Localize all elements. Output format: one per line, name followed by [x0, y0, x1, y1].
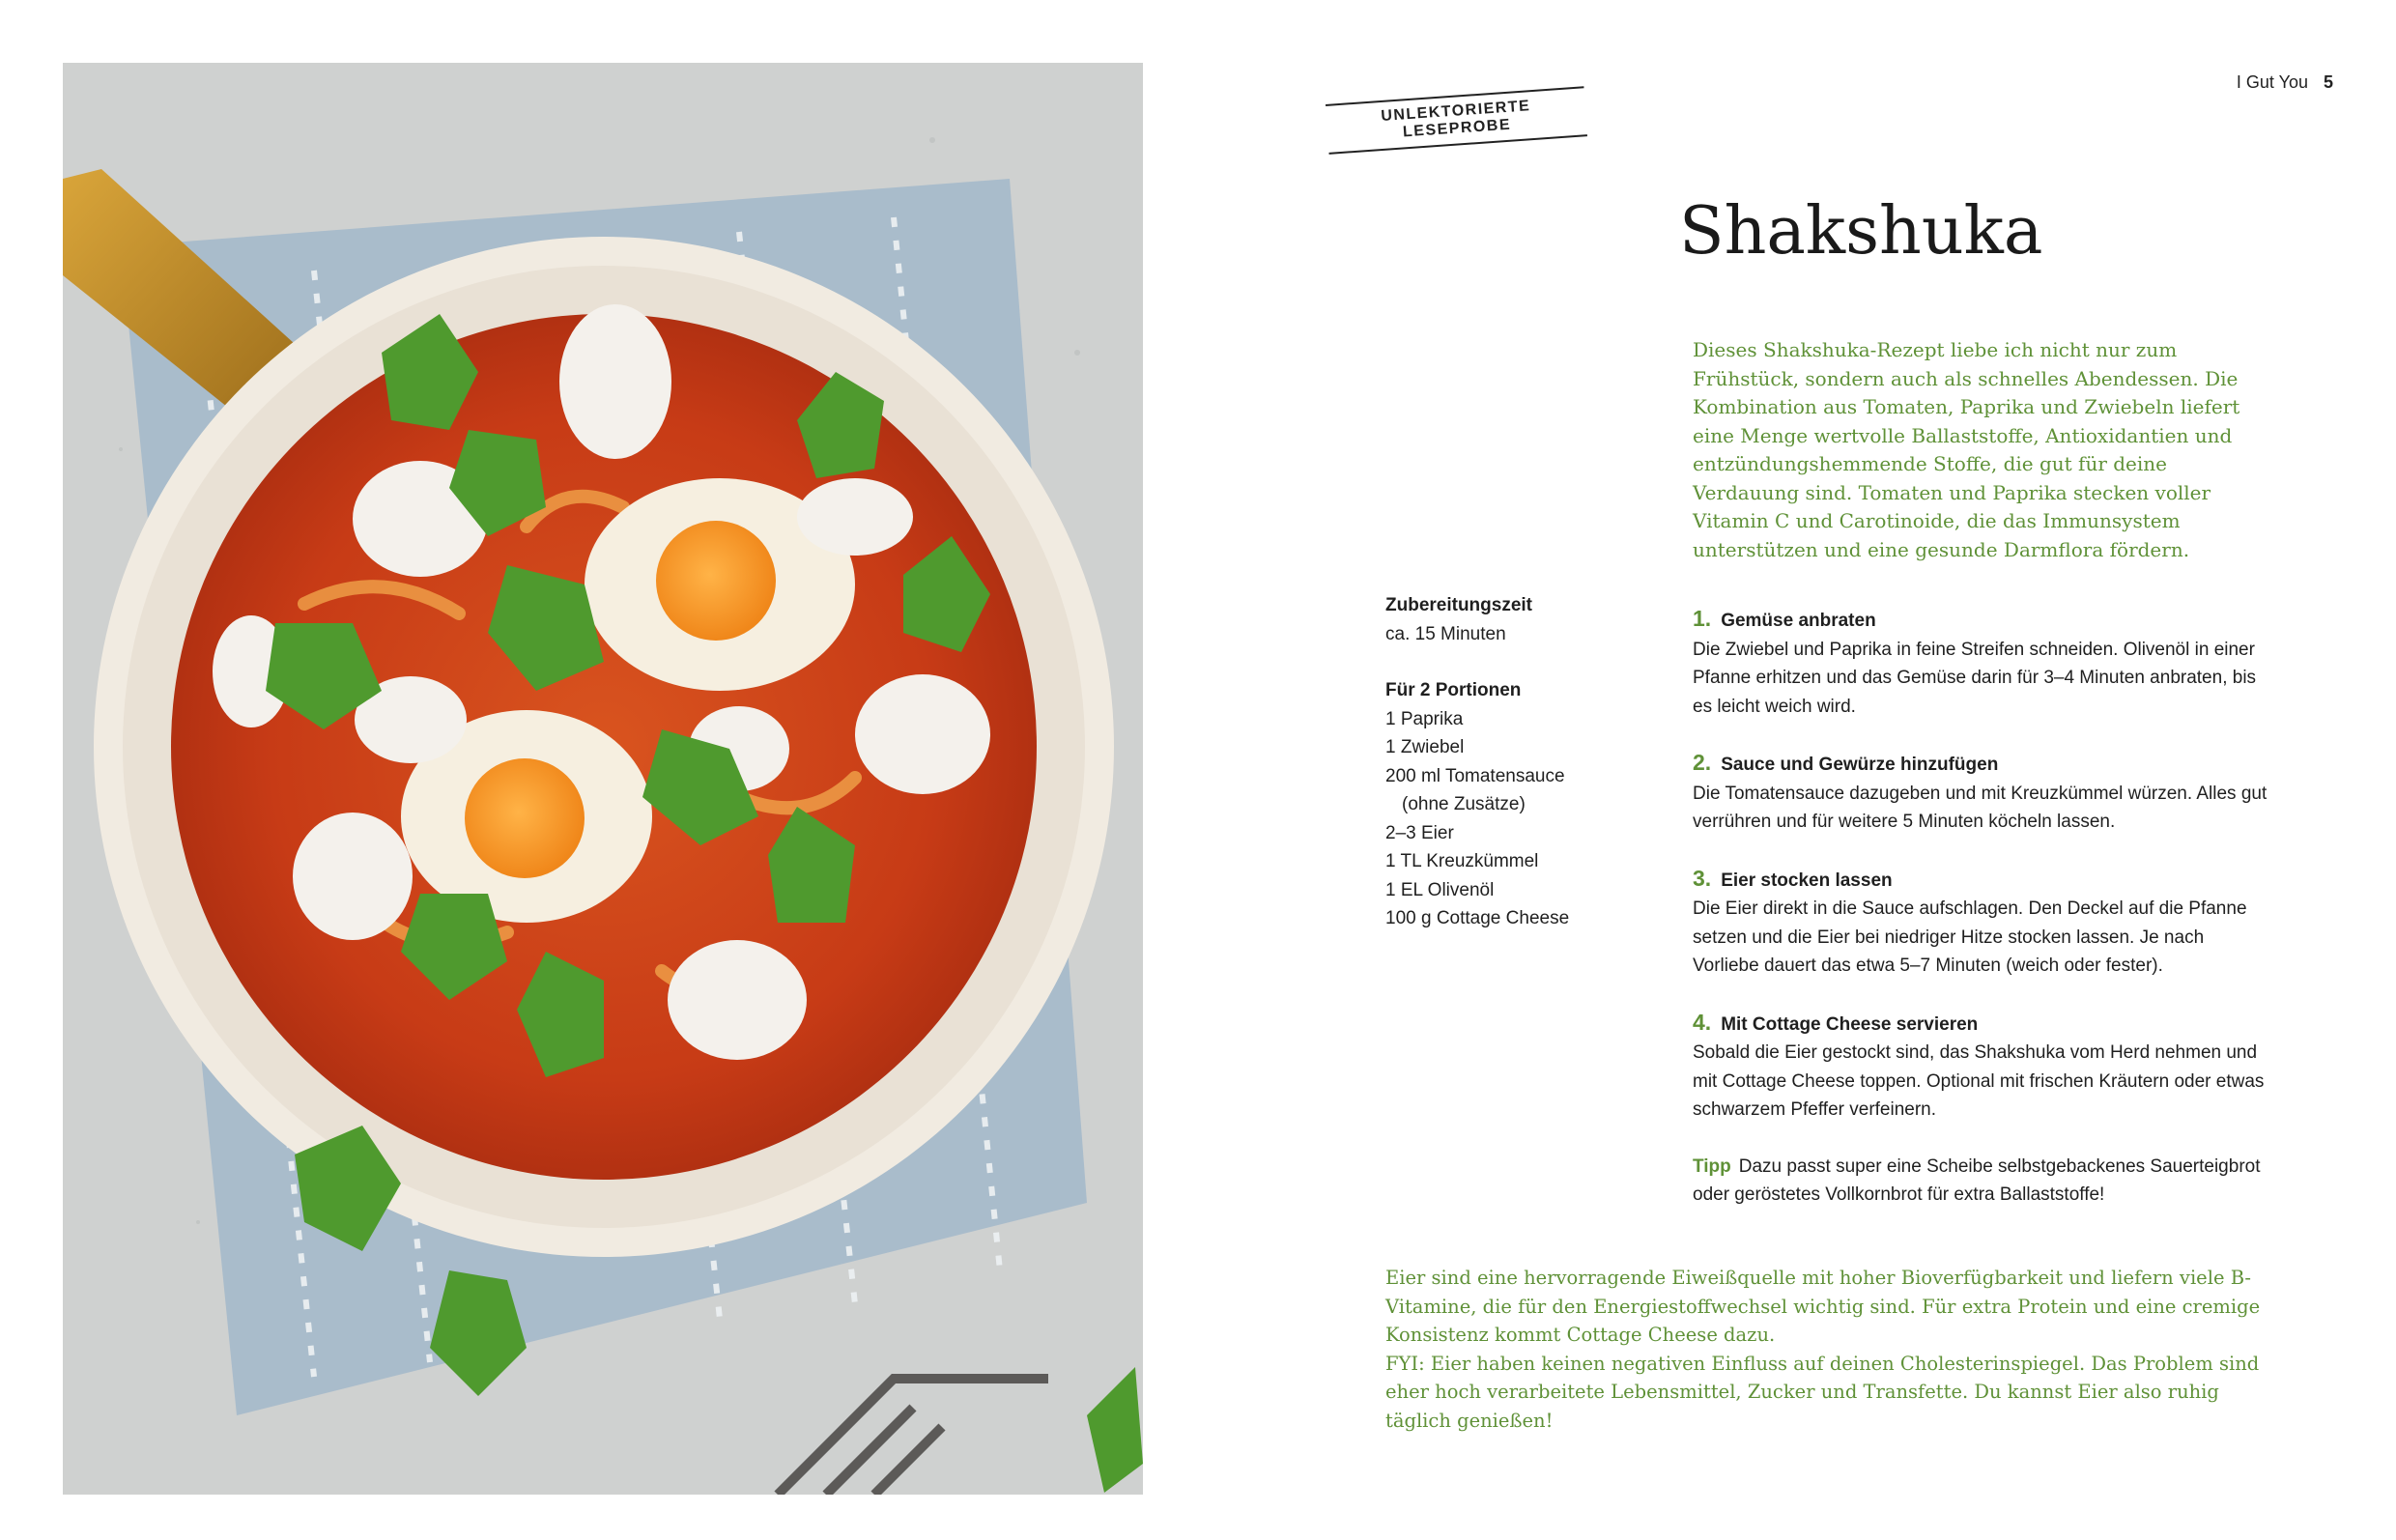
- ingredient-item: 1 EL Olivenöl: [1385, 879, 1495, 900]
- ingredient-item: 1 Paprika: [1385, 708, 1464, 729]
- prep-time-label: Zubereitungszeit: [1385, 595, 1533, 615]
- step-text: Die Eier direkt in die Sauce aufschlagen. Den Deckel auf die Pfanne setzen und die Eier bei niedriger Hitze stocken lassen. Je nach Vorliebe dauert das etwa 5–7 Minuten (weich oder fester).: [1693, 898, 2247, 976]
- recipe-sidebar: [1385, 591, 1627, 933]
- recipe-steps: [1693, 605, 2272, 1210]
- recipe-title: Shakshuka: [1679, 193, 2043, 270]
- step-text: Die Tomatensauce dazugeben und mit Kreuzkümmel würzen. Alles gut verrühren und für weitere 5 Minuten köcheln lassen.: [1693, 783, 2268, 832]
- ingredient-item: 200 ml Tomatensauce: [1385, 765, 1565, 786]
- fyi-note: [1385, 1264, 2274, 1435]
- step-number: 3.: [1693, 865, 1712, 891]
- step-4: [1693, 1009, 2272, 1125]
- step-title: Gemüse anbraten: [1721, 611, 1876, 631]
- preview-stamp: [1326, 86, 1587, 155]
- step-title: Eier stocken lassen: [1721, 870, 1893, 891]
- tip-text: Dazu passt super eine Scheibe selbstgebackenes Sauerteigbrot oder geröstetes Vollkornbrot für extra Ballaststoffe!: [1693, 1155, 2261, 1205]
- step-number: 1.: [1693, 606, 1712, 631]
- running-header: [2237, 72, 2333, 93]
- step-title: Mit Cottage Cheese servieren: [1721, 1013, 1979, 1035]
- step-text: Die Zwiebel und Paprika in feine Streifen schneiden. Olivenöl in einer Pfanne erhitzen und das Gemüse darin für 3–4 Minuten anbraten, bis es leicht weich wird.: [1693, 639, 2257, 717]
- step-3: [1693, 865, 2272, 981]
- ingredient-item: (ohne Zusätze): [1402, 794, 1526, 814]
- prep-time-value: ca. 15 Minuten: [1385, 623, 1506, 644]
- intro-text: Dieses Shakshuka-Rezept liebe ich nicht nur zum Frühstück, sondern auch als schnelles Abendessen. Die Kombination aus Tomaten, Paprika und Zwiebeln liefert eine Menge wertvolle Ballaststoffe, Antioxidantien und entzündungshemmende Stoffe, die gut für deine Verdauung sind. Tomaten und Paprika stecken voller Vitamin C und Carotinoide, die das Immunsystem unterstützen und eine gesunde Darmflora fördern.: [1693, 338, 2240, 561]
- step-number: 2.: [1693, 750, 1712, 775]
- ingredient-item: 100 g Cottage Cheese: [1385, 908, 1570, 928]
- servings-label: Für 2 Portionen: [1385, 680, 1522, 700]
- ingredient-item: 1 Zwiebel: [1385, 737, 1465, 757]
- note-paragraph-2: FYI: Eier haben keinen negativen Einfluss auf deinen Cholesterinspiegel. Das Problem sind eher hoch verarbeitete Lebensmittel, Zucker und Transfette. Du kannst Eier also ruhig täglich genießen!: [1385, 1352, 2260, 1432]
- note-paragraph-1: Eier sind eine hervorragende Eiweißquelle mit hoher Bioverfügbarkeit und liefern viele B-Vitamine, die für den Energiestoffwechsel wichtig sind. Für extra Protein und eine cremige Konsistenz kommt Cottage Cheese dazu.: [1385, 1267, 2261, 1346]
- stamp-text: UNLEKTORIERTE LESEPROBE: [1380, 98, 1531, 141]
- step-2: [1693, 749, 2272, 837]
- ingredient-item: 2–3 Eier: [1385, 822, 1454, 843]
- step-title: Sauce und Gewürze hinzufügen: [1721, 755, 1999, 775]
- page-number: 5: [2323, 72, 2333, 92]
- step-number: 4.: [1693, 1009, 1712, 1035]
- step-text: Sobald die Eier gestockt sind, das Shakshuka vom Herd nehmen und mit Cottage Cheese toppen. Optional mit frischen Kräutern oder etwas schwarzem Pfeffer verfeinern.: [1693, 1042, 2265, 1120]
- ingredient-item: 1 TL Kreuzkümmel: [1385, 851, 1539, 871]
- shakshuka-photo: [63, 63, 1143, 1495]
- step-1: [1693, 605, 2272, 721]
- book-title: I Gut You: [2236, 72, 2308, 92]
- tip-label: Tipp: [1693, 1155, 1731, 1177]
- tip-box: [1693, 1153, 2272, 1210]
